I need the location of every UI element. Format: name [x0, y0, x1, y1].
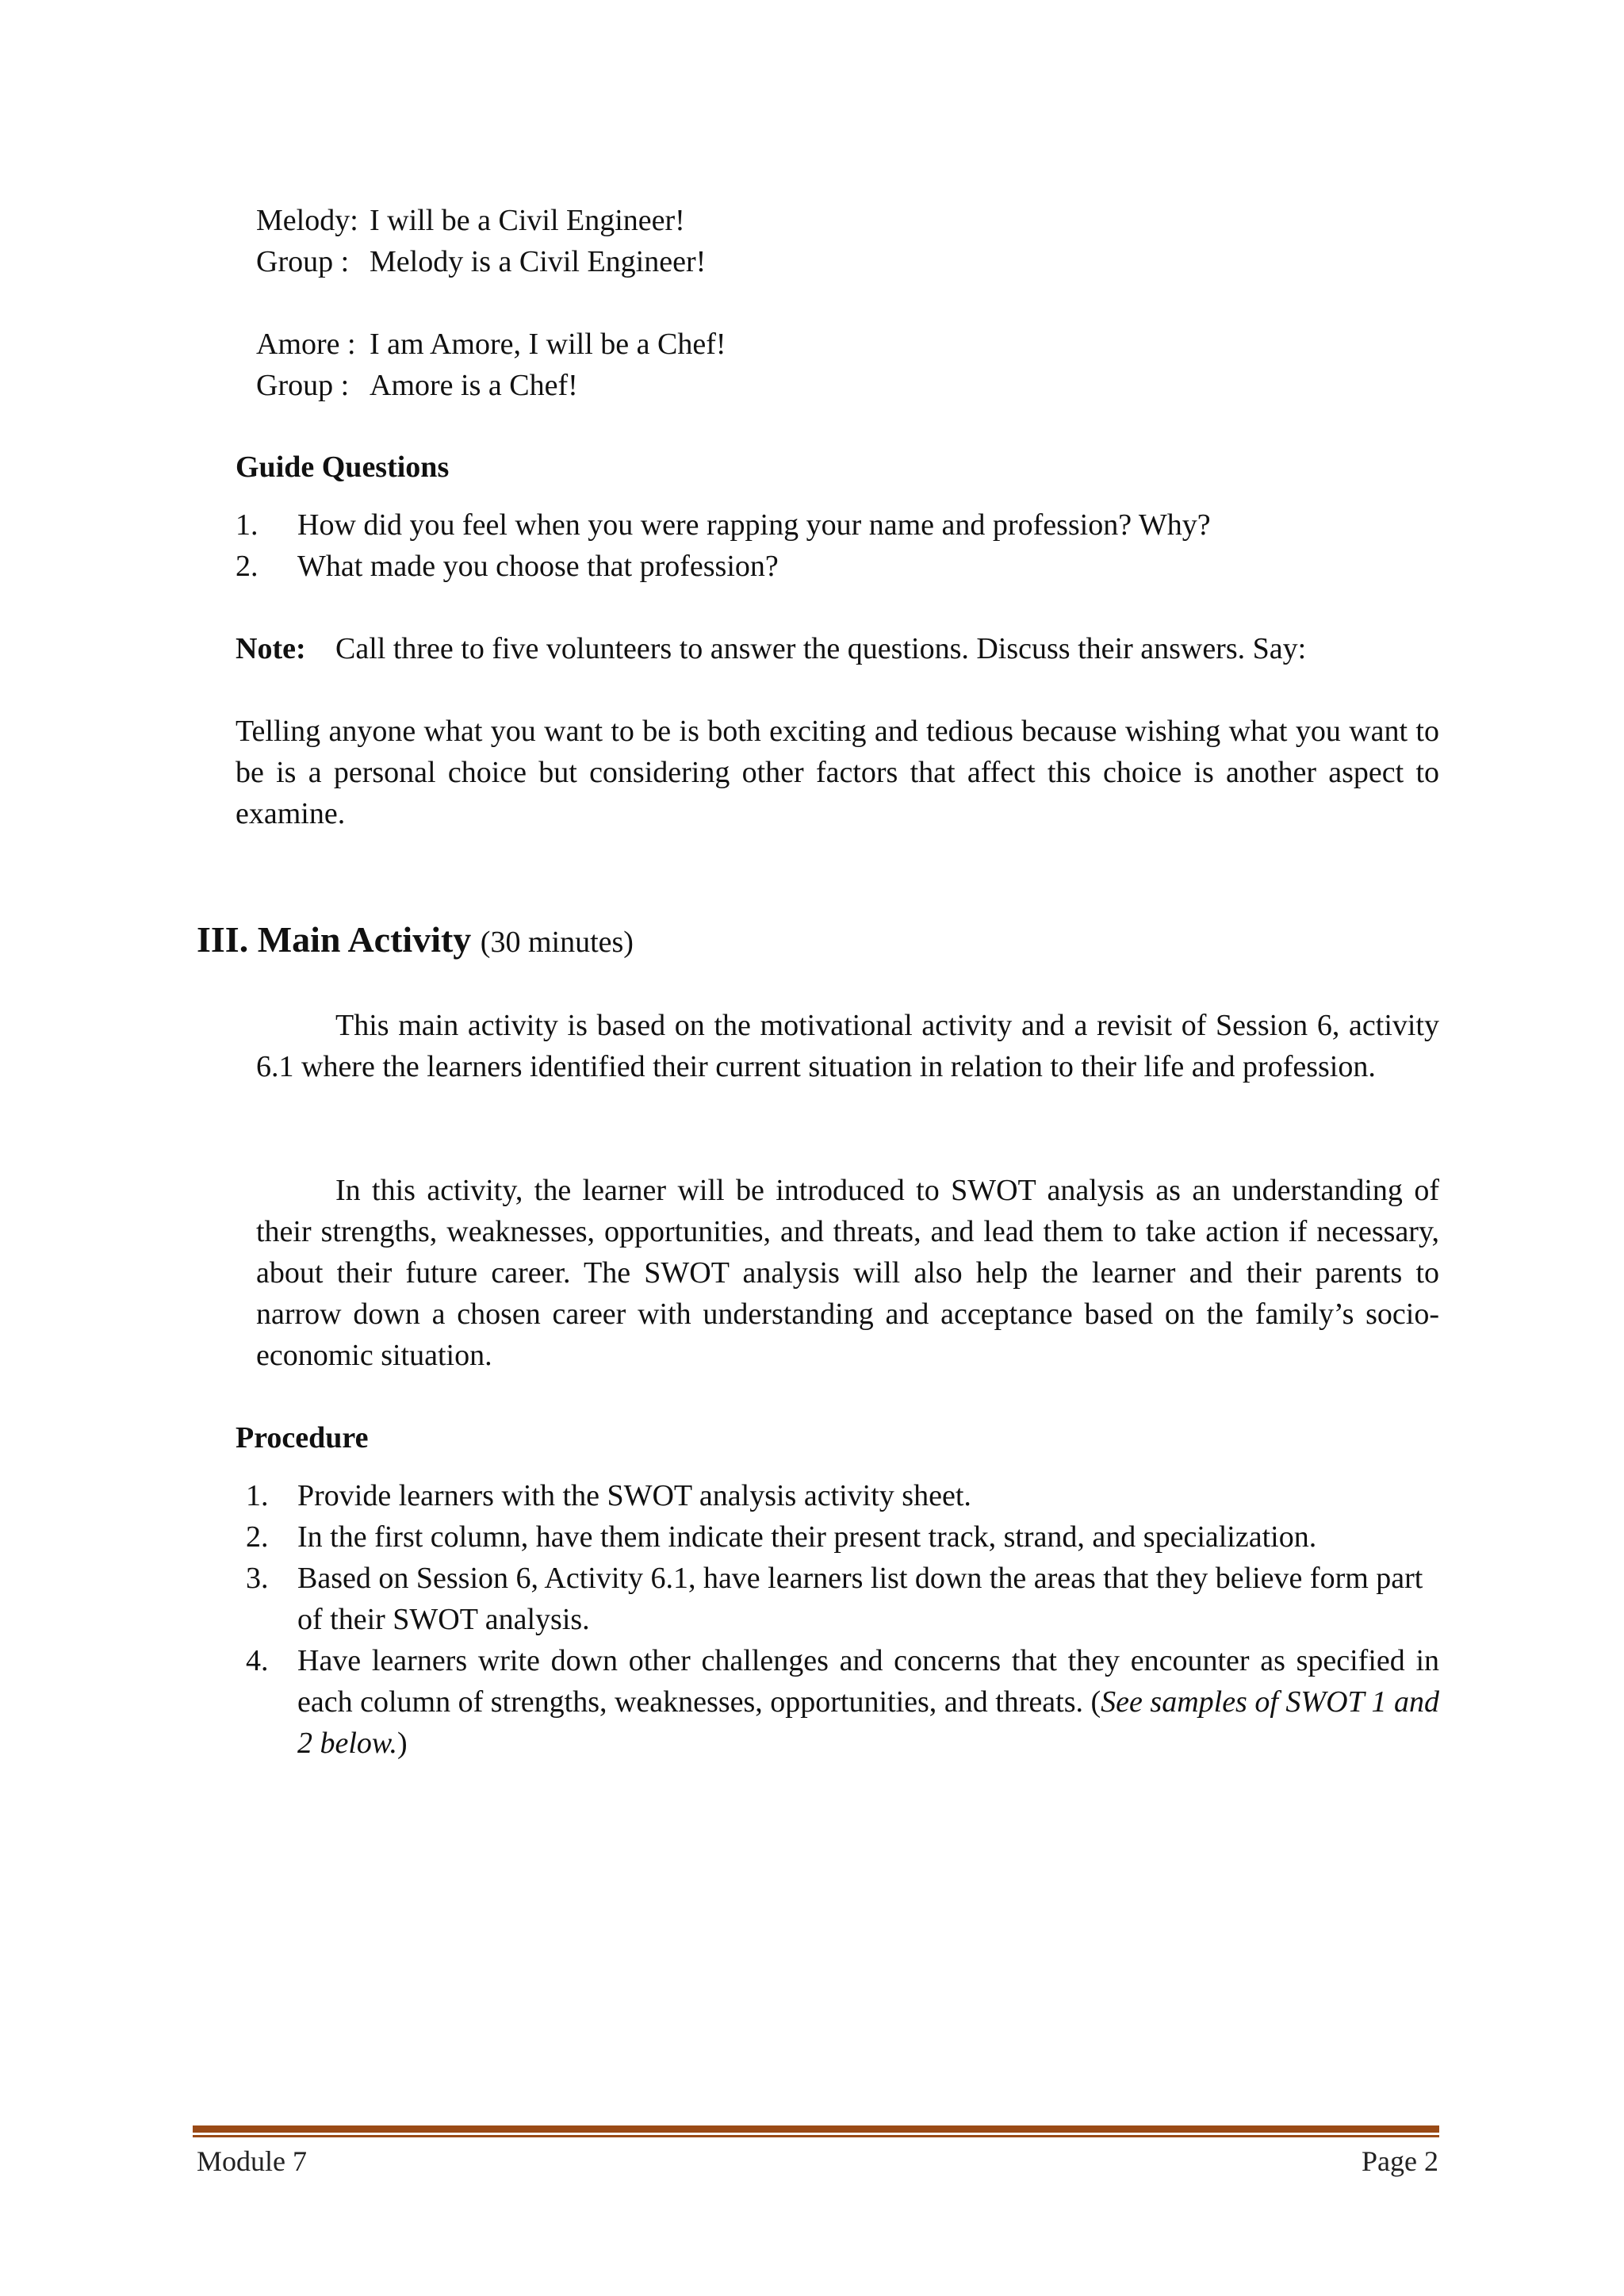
dialog-text: I will be a Civil Engineer!: [370, 204, 685, 237]
section-title: Main Activity: [257, 919, 472, 960]
list-item: [236, 546, 1441, 587]
dialog-text: Melody is a Civil Engineer!: [370, 245, 707, 278]
note-label: Note:: [236, 632, 306, 665]
dialog-text: Amore is a Chef!: [370, 369, 578, 402]
dialog-speaker: Melody:: [256, 204, 358, 237]
dialog-line: [256, 241, 706, 282]
list-number: 2.: [246, 1520, 269, 1554]
footer-rule: [193, 2125, 1439, 2133]
list-item: [246, 1516, 1439, 1558]
section-heading: [197, 916, 634, 966]
list-number: 4.: [246, 1644, 269, 1677]
intro-paragraph: Telling anyone what you want to be is both exciting and tedious because wishing what you want to be is a personal choice but considering other factors that affect this choice is another aspect to examine.: [236, 715, 1439, 830]
procedure-list: [246, 1475, 1439, 1764]
note-text: Call three to five volunteers to answer the questions. Discuss their answers. Say:: [335, 632, 1307, 665]
dialog-speaker: Amore :: [256, 328, 356, 361]
guide-questions-list: [236, 504, 1441, 587]
dialog-line: [256, 324, 726, 365]
list-item: [236, 504, 1441, 546]
procedure-heading: Procedure: [236, 1421, 369, 1455]
list-number: 1.: [246, 1479, 269, 1512]
note-line: [236, 628, 1306, 669]
dialog-line: [256, 200, 685, 241]
footer-rule-thin: [193, 2135, 1439, 2137]
section-duration: (30 minutes): [480, 926, 634, 959]
list-number: 2.: [236, 550, 259, 583]
guide-questions-heading: Guide Questions: [236, 450, 450, 484]
list-text-block: [246, 1640, 1439, 1764]
list-item: [246, 1558, 1439, 1640]
list-number: 3.: [246, 1562, 269, 1595]
list-text: Based on Session 6, Activity 6.1, have learners list down the areas that they believe form part of their SWOT analysis.: [297, 1562, 1423, 1636]
list-number: 1.: [236, 508, 259, 542]
main-paragraph: In this activity, the learner will be introduced to SWOT analysis as an understanding of their strengths, weaknesses, opportunities, and threats, and lead them to take action if necessary, about their future career. The SWOT analysis will also help the learner and their parents to narrow down a chosen career with understanding and acceptance based on the family’s socio-economic situation.: [256, 1174, 1439, 1372]
list-text: What made you choose that profession?: [297, 550, 779, 583]
list-text: Have learners write down other challenges and concerns that they encounter as specified in each column of strengths, weaknesses, opportunities, and threats. (: [297, 1644, 1439, 1719]
dialog-text: I am Amore, I will be a Chef!: [370, 328, 726, 361]
list-text: How did you feel when you were rapping your name and profession? Why?: [297, 508, 1211, 542]
list-item: [246, 1640, 1439, 1764]
list-text: Provide learners with the SWOT analysis activity sheet.: [297, 1479, 971, 1512]
list-text-tail: ): [396, 1727, 408, 1760]
section-number: III.: [197, 919, 249, 960]
main-paragraph: This main activity is based on the motivational activity and a revisit of Session 6, activity 6.1 where the learners identified their current situation in relation to their life and profession.: [256, 1009, 1439, 1083]
list-text-italic: See samples of SWOT 1 and 2 below.: [297, 1685, 1439, 1760]
dialog-speaker: Group :: [256, 245, 350, 278]
footer-page-number: Page 2: [1362, 2145, 1438, 2177]
dialog-speaker: Group :: [256, 369, 350, 402]
list-item: [246, 1475, 1439, 1516]
list-text: In the first column, have them indicate their present track, strand, and specialization.: [297, 1520, 1317, 1554]
dialog-line: [256, 365, 578, 406]
footer-module-label: Module 7: [197, 2145, 307, 2177]
